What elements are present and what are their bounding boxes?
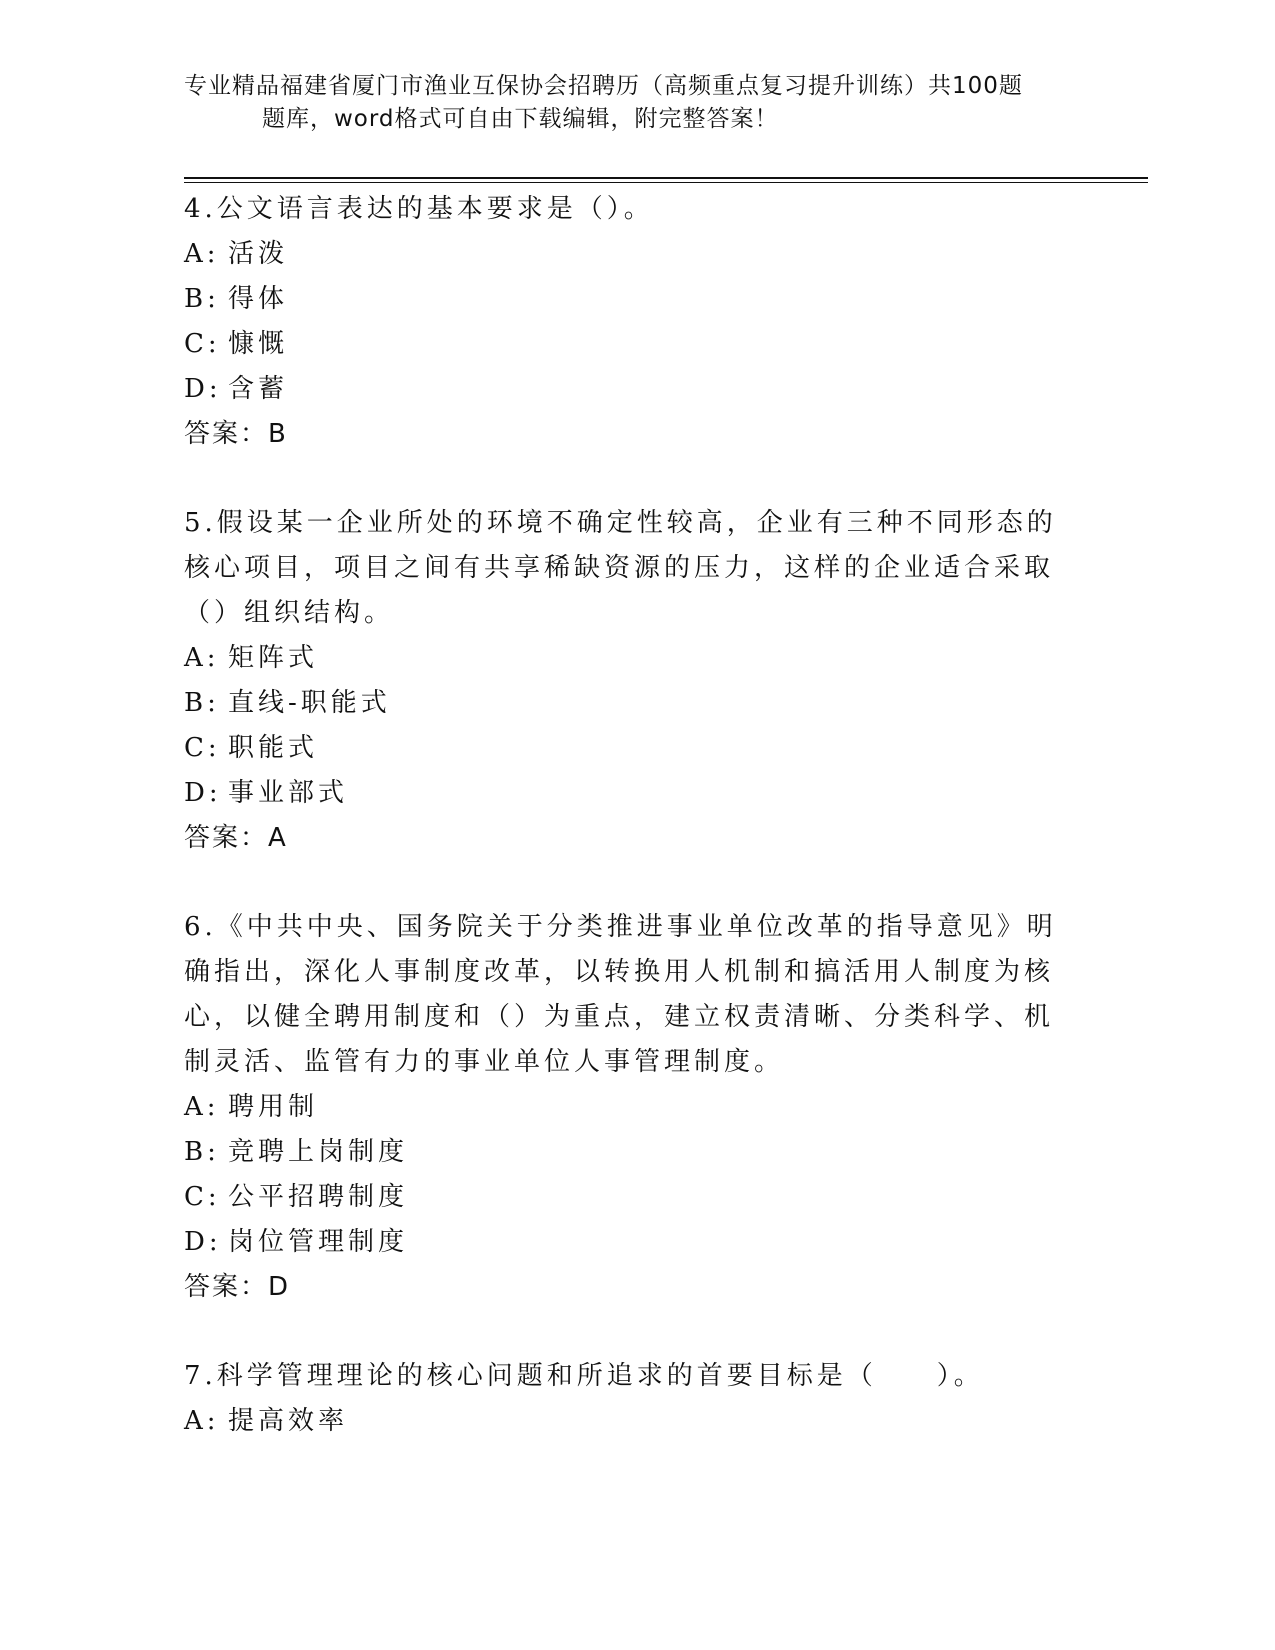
- option-d: [184, 1220, 1064, 1265]
- header-title-line-2: 题库，word格式可自由下载编辑，附完整答案！: [262, 106, 779, 132]
- option-text: 含蓄: [228, 374, 289, 404]
- option-text: 事业部式: [228, 778, 349, 808]
- option-text: 得体: [228, 284, 289, 314]
- option-text: 公平招聘制度: [228, 1182, 409, 1212]
- option-b: [184, 277, 1064, 322]
- question-7: [184, 1354, 1064, 1444]
- option-letter: A:: [184, 1092, 220, 1122]
- answer-line: 答案：B: [184, 419, 288, 449]
- option-c: [184, 1175, 1064, 1220]
- option-a: [184, 1085, 1064, 1130]
- question-stem: 7.科学管理理论的核心问题和所追求的首要目标是（ ）。: [184, 1361, 984, 1391]
- option-letter: D:: [184, 778, 222, 808]
- option-a: [184, 232, 1064, 277]
- header-divider-thick: [184, 177, 1148, 179]
- option-a: [184, 1399, 1064, 1444]
- question-6: [184, 905, 1064, 1310]
- header-divider-thin: [184, 182, 1148, 183]
- header-title-line-1: 专业精品福建省厦门市渔业互保协会招聘历（高频重点复习提升训练）共100题: [184, 73, 1023, 99]
- option-b: [184, 1130, 1064, 1175]
- option-d: [184, 367, 1064, 412]
- document-header: [184, 70, 1064, 136]
- question-4: [184, 187, 1064, 457]
- option-letter: D:: [184, 374, 222, 404]
- option-letter: A:: [184, 239, 220, 269]
- option-letter: B:: [184, 1137, 220, 1167]
- question-list: [184, 187, 1064, 1488]
- option-c: [184, 322, 1064, 367]
- option-letter: C:: [184, 329, 221, 359]
- option-text: 矩阵式: [228, 643, 319, 673]
- option-letter: C:: [184, 733, 221, 763]
- option-c: [184, 726, 1064, 771]
- question-stem: 6.《中共中央、国务院关于分类推进事业单位改革的指导意见》明确指出，深化人事制度改革，以转换用人机制和搞活用人制度为核心，以健全聘用制度和（）为重点，建立权责清晰、分类科学、机制灵活、监管有力的事业单位人事管理制度。: [184, 912, 1057, 1077]
- option-text: 活泼: [228, 239, 289, 269]
- option-text: 职能式: [228, 733, 319, 763]
- option-text: 聘用制: [228, 1092, 319, 1122]
- option-d: [184, 771, 1064, 816]
- option-letter: A:: [184, 1406, 220, 1436]
- option-text: 提高效率: [228, 1406, 349, 1436]
- option-text: 直线-职能式: [228, 688, 391, 718]
- option-text: 竞聘上岗制度: [228, 1137, 409, 1167]
- option-letter: D:: [184, 1227, 222, 1257]
- option-letter: C:: [184, 1182, 221, 1212]
- option-text: 岗位管理制度: [228, 1227, 409, 1257]
- option-letter: A:: [184, 643, 220, 673]
- option-letter: B:: [184, 284, 220, 314]
- question-stem: 4.公文语言表达的基本要求是（）。: [184, 194, 654, 224]
- option-letter: B:: [184, 688, 220, 718]
- question-5: [184, 501, 1064, 861]
- question-stem: 5.假设某一企业所处的环境不确定性较高，企业有三种不同形态的核心项目，项目之间有共享稀缺资源的压力，这样的企业适合采取（）组织结构。: [184, 508, 1057, 628]
- option-a: [184, 636, 1064, 681]
- option-text: 慷慨: [228, 329, 289, 359]
- answer-line: 答案：D: [184, 1272, 291, 1302]
- answer-line: 答案：A: [184, 823, 288, 853]
- option-b: [184, 681, 1064, 726]
